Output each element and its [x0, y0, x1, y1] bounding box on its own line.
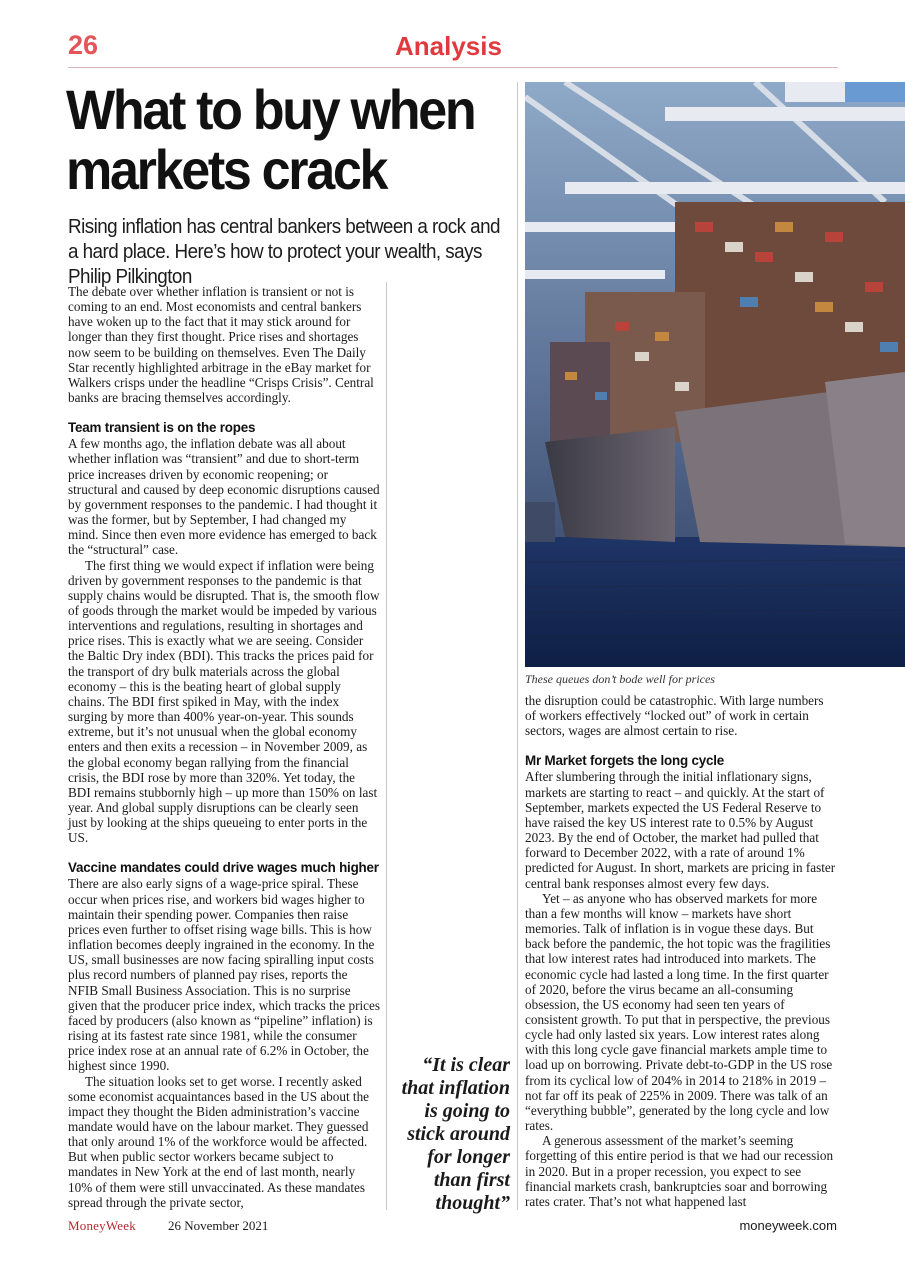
body-paragraph: The situation looks set to get worse. I recently asked some economist acquaintances based in the US about the impact they thought the Biden administration’s vaccine mandate would have on the labour market. They guessed that only around 1% of the workforce would be affected. But when public sector workers became subject to mandates in New York at the end of last month, nearly 10% of them were still unvaccinated. As these mandates spread through the private sector, [68, 1073, 370, 1210]
body-paragraph: the disruption could be catastrophic. With large numbers of workers effectively “locked out” of work in certain sectors, wages are almost certain to rise. [525, 693, 824, 739]
body-paragraph: Yet – as anyone who has observed markets for more than a few months will know – markets have short memories. Talk of inflation is in vogue these days. But back before the pandemic, the hot topic was the fragilities that low interest rates had introduced into markets. The economic cycle had lasted a long time. In the first quarter of 2020, before the virus became an all-consuming obsession, the US economy had seen ten years of consistent growth. To put that in perspective, the previous cycle had only lasted six years. Low interest rates along with this long cycle gave financial markets ample time to load up on borrowing. Private debt-to-GDP in the US rose from its cyclical low of 204% in 2014 to 218% in 2019 – not far off its peak of 225% in 2009. There was talk of an “everything bubble”, generated by the long cycle and low rates. [525, 890, 833, 1134]
article-right-column [525, 693, 837, 1209]
brand-logo: MoneyWeek [68, 1218, 136, 1233]
section-heading: Team transient is on the ropes [68, 420, 256, 436]
article-headline: What to buy when markets crack [66, 78, 475, 201]
header-rule [68, 67, 838, 68]
section-heading: Mr Market forgets the long cycle [525, 753, 724, 769]
container-ship-photo [525, 82, 905, 667]
issue-date: 26 November 2021 [168, 1218, 269, 1233]
page-number: 26 [68, 30, 99, 60]
website-url: moneyweek.com [739, 1218, 837, 1233]
column-divider [386, 282, 387, 1210]
section-heading: Vaccine mandates could drive wages much higher [68, 860, 379, 876]
article-standfirst: Rising inflation has central bankers between a rock and a hard place. Here’s how to protect your wealth, says Philip Pilkington [68, 215, 500, 288]
column-divider [517, 82, 518, 1210]
intro-paragraph: The debate over whether inflation is transient or not is coming to an end. Most economists and central bankers have woken up to the fact that it may stick around for longer than they first thought. Price rises and shortages now seem to be building on themselves. Even The Daily Star recently highlighted arbitrage in the eBay market for Walkers crisps under the headline “Crisps Crisis”. Central banks are bracing themselves accordingly. [68, 284, 374, 406]
body-paragraph: The first thing we would expect if inflation were being driven by government responses to the pandemic is that supply chains would be disrupted. That is, the smooth flow of goods through the market would be impeded by various interventions and regulations, resulting in shortages and price rises. This is exactly what we are seeing. Consider the Baltic Dry index (BDI). This tracks the prices paid for the transport of dry bulk materials across the global economy – this is the beating heart of global supply chains. The BDI first spiked in May, with the index surging by more than 400% year-on-year. This sounds extreme, but it’s not unusual when the global economy enters and then exits a recession – in November 2009, as the global economy began rallying from the financial crisis, the BDI rose by more than 320%. Yet today, the BDI remains stubbornly high – up more than 150% on last year. And global supply disruptions can be clearly seen just by looking at the ships queueing to enter ports in the US. [68, 557, 380, 846]
pull-quote: “It is clear that inflation is going to stick around for longer than first thought” [401, 1054, 510, 1214]
body-paragraph: A generous assessment of the market’s seeming forgetting of this entire period is that we had our recession in 2020. But in a proper recession, you expect to see financial markets crash, bankruptcies soar and borrowing rates crater. That’s not what happened last [525, 1133, 834, 1209]
section-title: Analysis [395, 31, 502, 61]
article-left-column [68, 284, 380, 1210]
body-paragraph: There are also early signs of a wage-price spiral. These occur when prices rise, and workers bid wages higher to maintain their spending power. Companies then raise prices even further to offset rising wage bills. This is how inflation becomes deeply ingrained in the economy. In the US, small businesses are now facing spiralling input costs plus record numbers of planned pay rises, reports the NFIB Small Business Association. This is no surprise given that the producer price index, which tracks the prices faced by producers (also known as “pipeline” inflation) is rising at its fastest rate since 1981, while the consumer price index rose at an annual rate of 6.2% in October, the highest since 1990. [68, 876, 380, 1074]
body-paragraph: After slumbering through the initial inflationary signs, markets are starting to react – and quickly. At the start of September, markets expected the US Federal Reserve to have raised the key US interest rate to 0.5% by August 2023. By the end of October, the market had pulled that forward to December 2022, with a rate of around 1% predicted for August. In short, markets are pricing in faster central bank responses almost every few days. [525, 769, 836, 891]
photo-caption: These queues don’t bode well for prices [525, 672, 715, 686]
body-paragraph: A few months ago, the inflation debate was all about whether inflation was “transient” and due to short-term price increases driven by economic reopening; or structural and caused by deep economic disruptions caused by government responses to the pandemic. I had thought it was the former, but by September, I had changed my mind. Since then even more evidence has emerged to back the “structural” case. [68, 436, 380, 558]
